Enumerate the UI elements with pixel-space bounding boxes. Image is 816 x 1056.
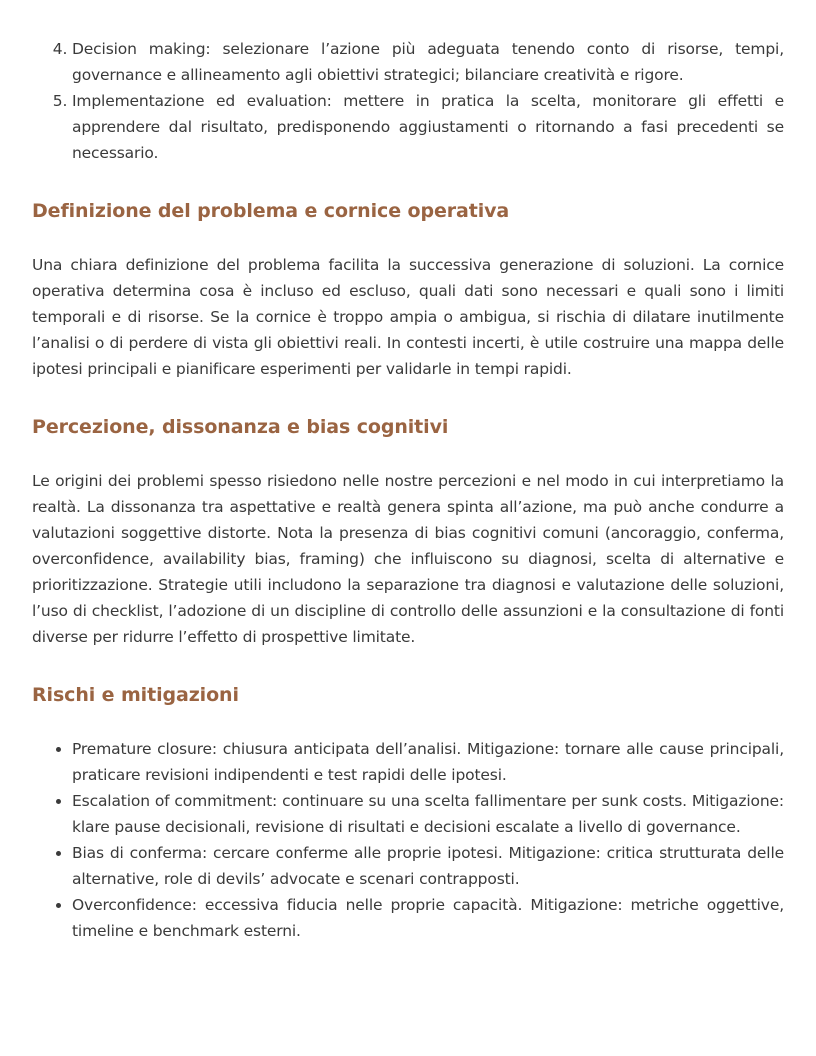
list-item: • Bias di conferma: cercare conferme alle proprie ipotesi. Mitigazione: critica strutturata delle alternative, role di devils’ advocate e scenari contrapposti.	[72, 840, 784, 892]
list-item: 4. Decision making: selezionare l’azione più adeguata tenendo conto di risorse, tempi, governance e allineamento agli obiettivi strategici; bilanciare creatività e rigore.	[72, 36, 784, 88]
section-heading-cognitive-bias: Percezione, dissonanza e bias cognitivi	[32, 416, 449, 438]
list-item: • Overconfidence: eccessiva fiducia nelle proprie capacità. Mitigazione: metriche oggettive, timeline e benchmark esterni.	[72, 892, 784, 944]
section-paragraph: Una chiara definizione del problema facilita la successiva generazione di soluzioni. La cornice operativa determina cosa è incluso ed escluso, quali dati sono necessari e quali sono i limiti temporali e di risorse. Se la cornice è troppo ampia o ambigua, si rischia di dilatare inutilmente l’analisi o di perdere di vista gli obiettivi reali. In contesti incerti, è utile costruire una mappa delle ipotesi principali e pianificare esperimenti per validarle in tempi rapidi.	[32, 256, 784, 378]
section-paragraph: Le origini dei problemi spesso risiedono nelle nostre percezioni e nel modo in cui interpretiamo la realtà. La dissonanza tra aspettative e realtà genera spinta all’azione, ma può anche condurre a valutazioni soggettive distorte. Nota la presenza di bias cognitivi comuni (ancoraggio, conferma, overconfidence, availability bias, framing) che influiscono su diagnosi, scelta di alternative e prioritizzazione. Strategie utili includono la separazione tra diagnosi e valutazione delle soluzioni, l’uso di checklist, l’adozione di un discipline di controllo delle assunzioni e la consultazione di fonti diverse per ridurre l’effetto di prospettive limitate.	[32, 472, 784, 646]
list-item: 5. Implementazione ed evaluation: mettere in pratica la scelta, monitorare gli effetti e apprendere dal risultato, predisponendo aggiustamenti o ritornando a fasi precedenti se necessario.	[72, 88, 784, 166]
section-heading-problem-definition: Definizione del problema e cornice operativa	[32, 200, 510, 222]
process-steps-list	[32, 36, 784, 166]
list-item: • Escalation of commitment: continuare su una scelta fallimentare per sunk costs. Mitigazione: klare pause decisionali, revisione di risultati e decisioni escalate a livello di governance.	[72, 788, 784, 840]
risks-list	[32, 736, 784, 944]
list-item: • Premature closure: chiusura anticipata dell’analisi. Mitigazione: tornare alle cause principali, praticare revisioni indipendenti e test rapidi delle ipotesi.	[72, 736, 784, 788]
document-page	[32, 36, 784, 944]
section-heading-risks: Rischi e mitigazioni	[32, 684, 239, 706]
